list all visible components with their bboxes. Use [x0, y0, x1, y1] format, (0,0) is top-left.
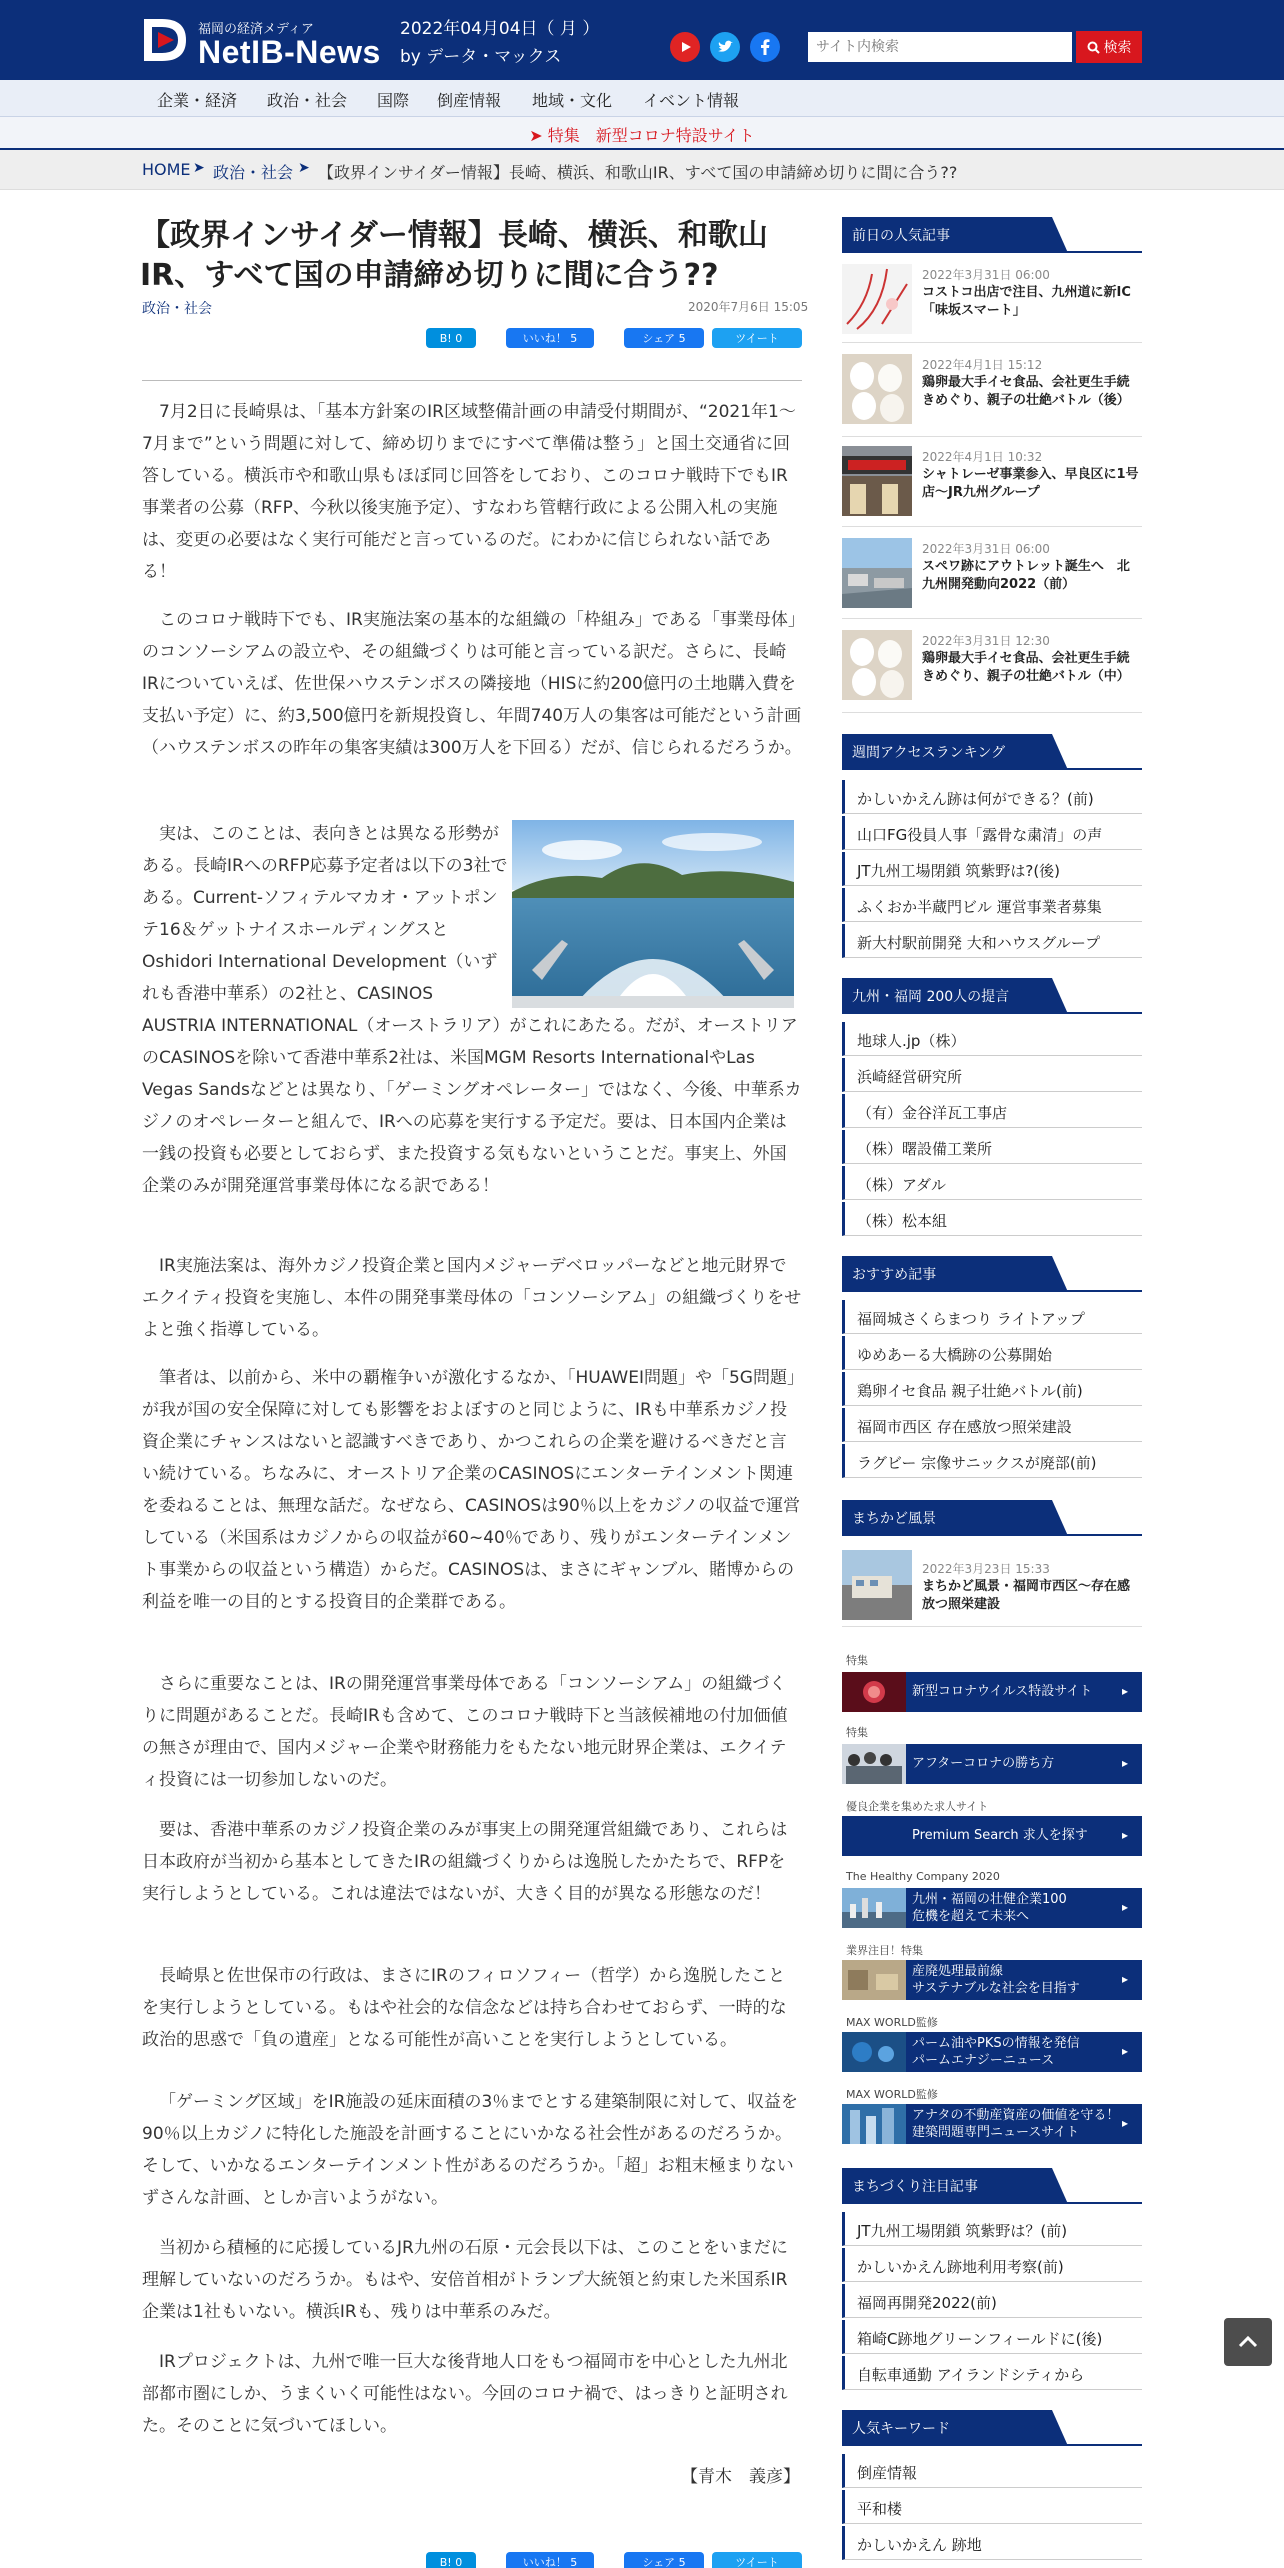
popular-title[interactable]: スペワ跡にアウトレット誕生へ 北九州開発動向2022（前）: [922, 559, 1130, 592]
logo-title[interactable]: NetIB-News: [198, 34, 381, 70]
scenery-title[interactable]: まちかど風景・福岡市西区～存在感放つ照栄建設: [922, 1579, 1131, 1612]
chevron-right-icon: ▸: [1121, 2116, 1128, 2130]
ranking-item-label: かしいかえん跡は何ができる？(前): [857, 790, 1094, 808]
popular-title[interactable]: 鶏卵最大手イセ食品、会社更生手続きめぐり、親子の壮絶バトル（中）: [922, 651, 1130, 684]
article-thumbnail[interactable]: [842, 446, 912, 516]
search-input[interactable]: [808, 32, 1072, 62]
sidebar-heading-proposal: [842, 978, 1142, 1014]
sidebar-heading-popular: [842, 217, 1142, 253]
keyword-item[interactable]: [842, 2454, 1142, 2488]
article-paragraph: IRプロジェクトは、九州で唯一巨大な後背地人口をもつ福岡市を中心とした九州北部都市圏にしか、うまくいく可能性はない。今回のコロナ禍で、はっきりと証明された。そのことに気づいてほしい。: [142, 2352, 788, 2436]
sidebar-heading-keywords: [842, 2410, 1142, 2446]
tweet-button[interactable]: ツイート: [712, 328, 802, 348]
sidebar-heading-label: まちづくり注目記事: [852, 2179, 978, 2195]
article-paragraph-text: 実は、このことは、表向きとは異なる形勢がある。長崎IRへのRFP応募予定者は以下の3社である。Current-ソフィテルマカオ・アットポンテ16＆ゲットナイスホールディングスとOshidori International Development（いずれも香港中華系）の2社と、CASINOS AUSTRIA INTERNATIONAL（オーストラリア）がこれにあたる。だが、オーストリアのCASINOSを除いて香港中華系2社は、米国MGM Resorts InternationalやLas Vegas Sandsなどとは異なり、「ゲーミングオペレーター」ではなく、今後、中華系カジノのオペレーターと組んで、IRへの応募を実行する予定だ。要は、日本国内企業は一銭の投資も必要としておらず、また投資する気もないということだ。事実上、外国企業のみが開発運営事業母体になる訳である！: [142, 824, 802, 1196]
article-thumbnail[interactable]: [842, 1550, 912, 1620]
recommend-item-label: 鶏卵イセ食品 親子壮絶バトル(前): [857, 1382, 1083, 1400]
special-feature-link[interactable]: ➤ 特集 新型コロナ特設サイト: [529, 126, 755, 145]
twitter-icon[interactable]: [710, 32, 740, 62]
sidebar-heading-label: 九州・福岡 200人の提言: [852, 989, 1010, 1005]
ranking-item-label: JT九州工場閉鎖 筑紫野は?(後): [857, 862, 1061, 880]
article-paragraph: 当初から積極的に応援しているJR九州の石原・元会長以下は、このことをいまだに理解していないのだろうか。もはや、安倍首相がトランプ大統領と約束した米国系IR企業は1社もいない。横浜IRも、残りは中華系のみだ。: [142, 2238, 788, 2322]
divider: [842, 436, 1142, 437]
chevron-right-icon: ▸: [1121, 1828, 1128, 1842]
special-feature-bar: [0, 117, 1284, 150]
popular-date: 2022年3月31日 12:30: [922, 634, 1050, 648]
chevron-right-icon: ▸: [1121, 1684, 1128, 1698]
ranking-item-label: ふくおか半蔵門ビル 運営事業者募集: [857, 898, 1102, 916]
popular-title[interactable]: 鶏卵最大手イセ食品、会社更生手続きめぐり、親子の壮絶バトル（後）: [922, 375, 1130, 408]
chevron-right-icon: ▸: [1121, 1756, 1128, 1770]
sidebar-heading-line: [842, 1012, 1142, 1014]
town-item[interactable]: [842, 2320, 1142, 2354]
nav-item-business[interactable]: 企業・経済: [157, 91, 238, 110]
town-item[interactable]: [842, 2248, 1142, 2282]
chevron-right-icon: ▸: [1121, 1972, 1128, 1986]
ranking-item[interactable]: [842, 780, 1142, 814]
town-item-label: かしいかえん跡地利用考察(前): [857, 2258, 1064, 2276]
banner-label: The Healthy Company 2020: [846, 1870, 1000, 1883]
sidebar-heading-line: [842, 2202, 1142, 2204]
hatena-bookmark-button[interactable]: B! 0: [426, 328, 476, 348]
banner-label: 業界注目！特集: [846, 1944, 923, 1957]
keyword-item[interactable]: [842, 2490, 1142, 2524]
article-thumbnail[interactable]: [842, 630, 912, 700]
recommend-item-label: 福岡城さくらまつり ライトアップ: [857, 1310, 1085, 1328]
chevron-right-icon: ▸: [1121, 2044, 1128, 2058]
proposal-item[interactable]: [842, 1130, 1142, 1164]
nav-item-politics[interactable]: 政治・社会: [267, 91, 348, 110]
divider: [842, 526, 1142, 527]
banner-text: サステナブルな社会を目指す: [912, 1981, 1080, 1996]
town-item-label: 福岡再開発2022(前): [857, 2294, 997, 2312]
article-paragraph: さらに重要なことは、IRの開発運営事業母体である「コンソーシアム」の組織づくりに問題があることだ。長崎IRも含めて、このコロナ戦時下と当該候補地の付加価値の無さが理由で、国内メジャー企業や財務能力をもたない地元財界企業は、エクイティ投資には一切参加しないのだ。: [142, 1674, 788, 1790]
logo-subtitle: 福岡の経済メディア: [198, 22, 314, 37]
recommend-item-label: 福岡市西区 存在感放つ照栄建設: [857, 1418, 1072, 1436]
breadcrumb-home[interactable]: HOME: [142, 160, 191, 179]
article-paragraph: 7月2日に長崎県は、「基本方針案のIR区域整備計画の申請受付期間が、“2021年1～7月まで”という問題に対して、締め切りまでにすべて準備は整う」と国土交通省に回答している。横浜市や和歌山県もほぼ同じ回答をしており、このコロナ戦時下でもIR事業者の公募（RFP、今秋以後実施予定）、すなわち管轄行政による公開入札の実施は、変更の必要はなく実行可能だと言っているのだ。にわかに信じられない話である！: [142, 402, 796, 582]
banner-label: 特集: [846, 1654, 868, 1667]
banner-label: 優良企業を集めた求人サイト: [846, 1800, 989, 1813]
article-date: 2020年7月6日 15:05: [688, 300, 809, 314]
sidebar-heading-label: 前日の人気記事: [852, 228, 950, 244]
chevron-right-icon: ➤: [193, 160, 205, 176]
banner-palm-energy[interactable]: [842, 2032, 1142, 2072]
arrow-up-icon: [1224, 2318, 1272, 2366]
banner-text: 新型コロナウイルス特設サイト: [912, 1684, 1093, 1699]
keyword-item-label: 平和楼: [857, 2500, 903, 2518]
chevron-right-icon: ➤: [298, 160, 310, 176]
proposal-item[interactable]: [842, 1022, 1142, 1056]
banner-waste[interactable]: [842, 1960, 1142, 2000]
banner-after-corona[interactable]: [842, 1744, 1142, 1784]
site-header: [0, 0, 1284, 80]
logo-icon[interactable]: [140, 15, 194, 65]
banner-text: 建築問題専門ニュースサイト: [912, 2125, 1080, 2140]
sidebar-heading-label: 週間アクセスランキング: [852, 745, 1006, 761]
divider: [842, 1626, 1142, 1627]
sidebar-heading-label: 人気キーワード: [852, 2421, 950, 2437]
header-publisher: by データ・マックス: [400, 47, 562, 67]
banner-text: アフターコロナの勝ち方: [912, 1756, 1055, 1771]
banner-text: 産廃処理最前線: [912, 1964, 1004, 1979]
special-feature-label: 特集 新型コロナ特設サイト: [547, 126, 755, 145]
article-paragraph: このコロナ戦時下でも、IR実施法案の基本的な組織の「枠組み」である「事業母体」のコンソーシアムの設立や、その組織づくりは可能と言っている訳だ。さらに、長崎IRについていえば、佐世保ハウステンボスの隣接地（HISに約200億円の土地購入費を支払い予定）に、約3,500億円を新規投資し、年間740万人の集客は可能だという計画（ハウステンボスの昨年の集客実績は300万人を下回る）だが、信じられるだろうか。: [142, 610, 802, 758]
popular-date: 2022年3月31日 06:00: [922, 542, 1050, 556]
popular-title[interactable]: コストコ出店で注目、九州道に新IC「味坂スマート」: [922, 285, 1131, 318]
banner-text: パームエナジーニュース: [912, 2053, 1055, 2068]
ranking-item[interactable]: [842, 852, 1142, 886]
recommend-item-label: ゆめあーる大橋跡の公募開始: [857, 1346, 1053, 1364]
keyword-item-label: 倒産情報: [857, 2464, 918, 2482]
keyword-item-label: かしいかえん 跡地: [857, 2536, 982, 2554]
banner-healthy-company[interactable]: [842, 1888, 1142, 1928]
ranking-item-label: 山口FG役員人事「露骨な粛清」の声: [857, 826, 1103, 844]
breadcrumb: [0, 150, 1284, 190]
town-item[interactable]: [842, 2356, 1142, 2390]
article-paragraph: 「ゲーミング区域」をIR施設の延床面積の3％までとする建築制限に対して、収益を90％以上カジノに特化した施設を計画することにいかなる社会性があるのだろうか。そして、いかなるエンターテインメント性があるのだろうか。「超」お粗末極まりないずさんな計画、としか言いようがない。: [142, 2092, 798, 2208]
main-nav: [0, 80, 1284, 117]
tweet-button-bottom[interactable]: ツイート: [712, 2552, 802, 2568]
proposal-item[interactable]: [842, 1058, 1142, 1092]
recommend-item[interactable]: [842, 1408, 1142, 1442]
nav-item-bankruptcy[interactable]: 倒産情報: [437, 91, 502, 110]
ranking-item-label: 新大村駅前開発 大和ハウスグループ: [857, 934, 1101, 952]
banner-text: Premium Search 求人を探す: [912, 1828, 1088, 1843]
popular-date: 2022年4月1日 10:32: [922, 450, 1043, 464]
breadcrumb-current: 【政界インサイダー情報】長崎、横浜、和歌山IR、すべて国の申請締め切りに間に合う??: [318, 163, 958, 182]
recommend-item[interactable]: [842, 1300, 1142, 1334]
article-author: 【青木 義彦】: [681, 2467, 800, 2487]
photo-spacer: [508, 818, 802, 1008]
proposal-item-label: （有）金谷洋瓦工事店: [857, 1104, 1008, 1122]
sidebar-heading-label: まちかど風景: [852, 1511, 936, 1527]
nav-item-events[interactable]: イベント情報: [643, 91, 740, 110]
like-button[interactable]: いいね！ 5: [506, 328, 594, 348]
proposal-item-label: （株）松本組: [857, 1212, 948, 1230]
ranking-item[interactable]: [842, 924, 1142, 958]
keyword-item[interactable]: [842, 2526, 1142, 2560]
chevron-right-icon: ▸: [1121, 1900, 1128, 1914]
search-icon: [1087, 41, 1100, 54]
recommend-item[interactable]: [842, 1444, 1142, 1478]
facebook-icon[interactable]: [750, 32, 780, 62]
sidebar-heading-line: [842, 2444, 1142, 2446]
sidebar-heading-line: [842, 1290, 1142, 1292]
proposal-item-label: （株）曙設備工業所: [857, 1140, 993, 1158]
youtube-icon[interactable]: [670, 32, 700, 62]
hatena-bookmark-button-bottom[interactable]: B! 0: [426, 2552, 476, 2568]
header-date: 2022年04月04日（ 月 ）: [400, 19, 600, 39]
sidebar-heading-town: [842, 2168, 1142, 2204]
popular-date: 2022年3月31日 06:00: [922, 268, 1050, 282]
sidebar-heading-scenery: [842, 1500, 1142, 1536]
article-paragraph: 要は、香港中華系のカジノ投資企業のみが事実上の開発運営組織であり、これらは日本政府が当初から基本としてきたIRの組織づくりからは逸脱したかたちで、RFPを実行しようとしている。これは違法ではないが、大きく目的が異なる形態なのだ！: [142, 1820, 788, 1904]
proposal-item[interactable]: [842, 1202, 1142, 1236]
popular-title[interactable]: シャトレーゼ事業参入、早良区に1号店～JR九州グループ: [922, 467, 1139, 500]
ranking-item[interactable]: [842, 816, 1142, 850]
banner-label: MAX WORLD監修: [846, 2088, 938, 2101]
facebook-share-button-bottom[interactable]: シェア 5: [624, 2552, 704, 2568]
popular-date: 2022年4月1日 15:12: [922, 358, 1043, 372]
town-item-label: 箱崎C跡地グリーンフィールドに(後): [857, 2330, 1103, 2348]
article-paragraph: IR実施法案は、海外カジノ投資企業と国内メジャーデベロッパーなどと地元財界でエクイティ投資を実施し、本件の開発事業母体の「コンソーシアム」の組織づくりをせよと強く指導している。: [142, 1256, 802, 1340]
nav-item-region[interactable]: 地域・文化: [532, 91, 613, 110]
banner-text: パーム油やPKSの情報を発信: [912, 2036, 1080, 2051]
sidebar-heading-weekly: [842, 734, 1142, 770]
town-item[interactable]: [842, 2212, 1142, 2246]
recommend-item-label: ラグビー 宗像サニックスが廃部(前): [857, 1454, 1097, 1472]
town-item[interactable]: [842, 2284, 1142, 2318]
proposal-item[interactable]: [842, 1094, 1142, 1128]
ranking-item[interactable]: [842, 888, 1142, 922]
search-button-label: 検索: [1103, 40, 1132, 56]
proposal-item-label: 地球人.jp（株）: [857, 1032, 966, 1050]
search-button[interactable]: [1076, 31, 1142, 63]
town-item-label: JT九州工場閉鎖 筑紫野は？(前): [857, 2222, 1068, 2240]
town-item-label: 自転車通勤 アイランドシティから: [857, 2366, 1085, 2384]
article-paragraph: 長崎県と佐世保市の行政は、まさにIRのフィロソフィー（哲学）から逸脱したことを実行しようとしている。もはや社会的な信念などは持ち合わせておらず、一時的な政治的思惑で「負の遺産」となる可能性が高いことを実行しようとしている。: [142, 1966, 787, 2050]
sidebar-heading-line: [842, 1534, 1142, 1536]
article-category[interactable]: 政治・社会: [142, 301, 212, 317]
breadcrumb-category[interactable]: 政治・社会: [213, 163, 294, 182]
back-to-top-button[interactable]: [1224, 2318, 1272, 2366]
proposal-item[interactable]: [842, 1166, 1142, 1200]
sidebar-heading-label: おすすめ記事: [852, 1267, 937, 1283]
banner-building-news[interactable]: [842, 2104, 1142, 2144]
facebook-share-button[interactable]: シェア 5: [624, 328, 704, 348]
article-paragraph: 筆者は、以前から、米中の覇権争いが激化するなか、「HUAWEI問題」や「5G問題」が我が国の安全保障に対しても影響をおよぼすのと同じように、IRも中華系カジノ投資企業にチャンスはないと認識すべきであり、かつこれらの企業を避けるべきだと言い続けている。ちなみに、オーストリア企業のCASINOSにエンターテインメント関連を委ねることは、無理な話だ。なぜなら、CASINOSは90％以上をカジノの収益で運営している（米国系はカジノからの収益が60~40％であり、残りがエンターテインメント事業からの収益という構造）からだ。CASINOSは、まさにギャンブル、賭博からの利益を唯一の目的とする投資目的企業群である。: [142, 1368, 801, 1612]
article-paragraph: [142, 818, 802, 1202]
banner-text: 九州・福岡の壮健企業100: [912, 1892, 1067, 1907]
scenery-date: 2022年3月23日 15:33: [922, 1562, 1050, 1576]
sidebar-heading-recommend: [842, 1256, 1142, 1292]
article-thumbnail[interactable]: [842, 538, 912, 608]
proposal-item-label: 浜崎経営研究所: [857, 1068, 963, 1086]
banner-label: 特集: [846, 1726, 868, 1739]
sidebar-heading-line: [842, 768, 1142, 770]
divider: [142, 380, 802, 381]
banner-premium-search[interactable]: [842, 1816, 1142, 1856]
recommend-item[interactable]: [842, 1372, 1142, 1406]
recommend-item[interactable]: [842, 1336, 1142, 1370]
divider: [842, 342, 1142, 343]
proposal-item-label: （株）アダル: [857, 1176, 946, 1194]
banner-text: 危機を超えて未来へ: [912, 1909, 1030, 1924]
nav-item-international[interactable]: 国際: [377, 91, 410, 110]
divider: [842, 712, 1142, 713]
article-thumbnail[interactable]: [842, 264, 912, 334]
article-title: 【政界インサイダー情報】長崎、横浜、和歌山IR、すべて国の申請締め切りに間に合う??: [140, 218, 768, 293]
banner-text: アナタの不動産資産の価値を守る！: [912, 2108, 1120, 2123]
divider: [842, 618, 1142, 619]
like-button-bottom[interactable]: いいね！ 5: [506, 2552, 594, 2568]
sidebar-heading-line: [842, 251, 1142, 253]
article-thumbnail[interactable]: [842, 354, 912, 424]
banner-label: MAX WORLD監修: [846, 2016, 938, 2029]
banner-covid[interactable]: [842, 1672, 1142, 1712]
